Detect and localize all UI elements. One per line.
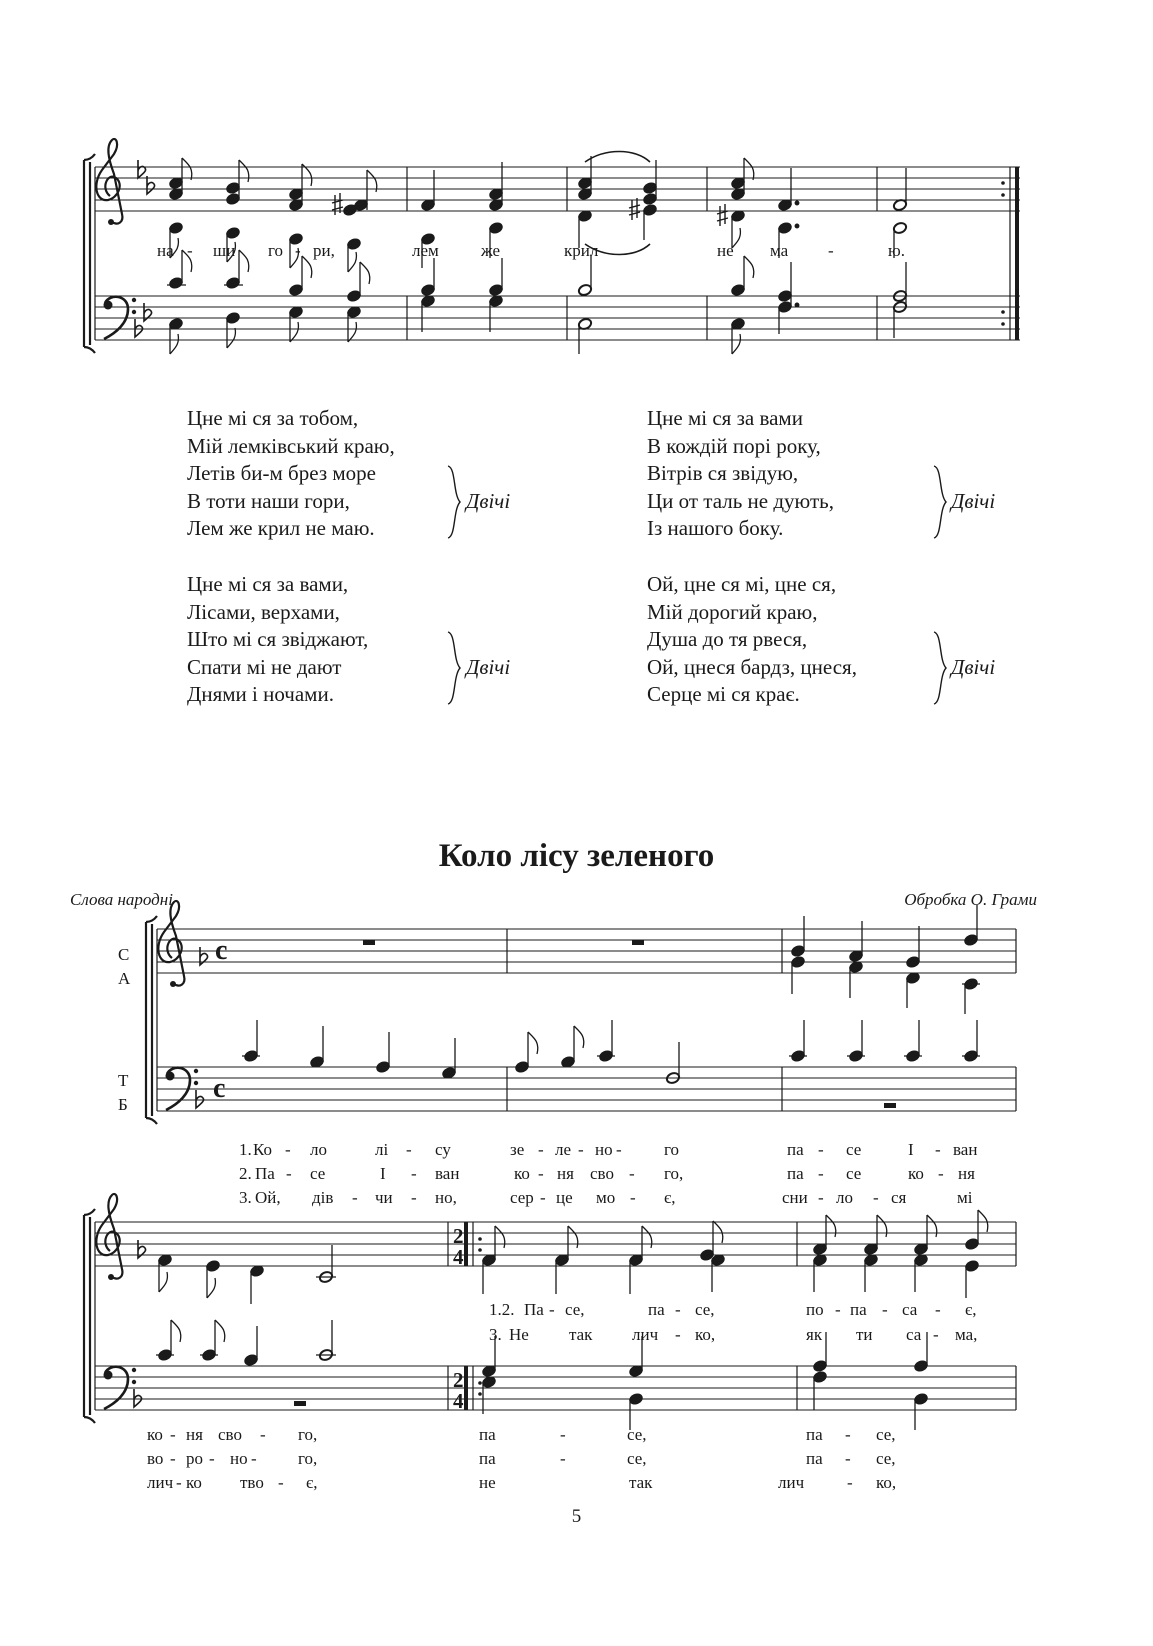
lyric-syllable: ня	[958, 1164, 975, 1183]
svg-text:c: c	[215, 935, 228, 966]
svg-text:2: 2	[453, 1368, 464, 1392]
lyric-syllable: по	[806, 1300, 824, 1319]
verse-line: Ой, цнеся бардз, цнеся,	[647, 654, 857, 679]
lyric-syllable: па	[479, 1449, 496, 1468]
lyric-syllable: но,	[435, 1188, 457, 1207]
lyric-syllable: ся	[891, 1188, 907, 1207]
repeat-mark: Двічі	[466, 489, 511, 513]
lyric-syllable: 1.2.	[489, 1300, 515, 1319]
repeat-mark: Двічі	[951, 489, 996, 513]
verse-line: Серце мі ся крає.	[647, 682, 800, 706]
lyric-syllable: -	[882, 1300, 888, 1319]
lyric-syllable: се	[846, 1164, 862, 1183]
lyric-syllable: се,	[627, 1425, 647, 1444]
voice-label-tenor: Т	[118, 1071, 129, 1090]
lyric-syllable: зе	[510, 1140, 525, 1159]
lyric-syllable: се,	[627, 1449, 647, 1468]
lyric-syllable: -	[176, 1473, 182, 1492]
lyric-syllable: -	[406, 1140, 412, 1159]
lyric-syllable: -	[845, 1449, 851, 1468]
svg-text:4: 4	[453, 1389, 464, 1413]
lyric-syllable: па	[787, 1164, 804, 1183]
arranger-credit: Обробка О. Грами	[904, 890, 1037, 909]
verse-line: Цне мі ся за вами,	[187, 572, 349, 596]
lyric-syllable: се	[846, 1140, 862, 1159]
lyric-syllable: су	[435, 1140, 451, 1159]
lyric-syllable: се	[310, 1164, 326, 1183]
lyric-syllable: ло	[836, 1188, 853, 1207]
lyric-syllable: 3.	[489, 1325, 502, 1344]
repeat-mark: Двічі	[951, 655, 996, 679]
verse-line: Лісами, верхами,	[187, 599, 340, 624]
lyric-syllable: так	[629, 1473, 653, 1492]
system-2-lyrics	[239, 1140, 977, 1207]
lyric-syllable: -	[630, 1188, 636, 1207]
verse-line: Із нашого боку.	[647, 516, 784, 540]
lyric-syllable: І	[380, 1164, 386, 1183]
verse-line: Цне мі ся за тобом,	[187, 406, 359, 430]
lyric-syllable: но	[230, 1449, 248, 1468]
lyric-syllable: -	[845, 1425, 851, 1444]
lyric-syllable: -	[675, 1325, 681, 1344]
lyric-syllable: го	[664, 1140, 680, 1159]
svg-text:2: 2	[453, 1224, 464, 1248]
lyric-syllable: тво	[240, 1473, 264, 1492]
lyric-syllable: -	[828, 241, 834, 260]
lyric-syllable: па	[479, 1425, 496, 1444]
lyric-syllable: ма,	[955, 1325, 978, 1344]
lyric-syllable: ня	[186, 1425, 203, 1444]
lyric-syllable: -	[538, 1140, 544, 1159]
lyric-syllable: ко	[908, 1164, 924, 1183]
verse-line: Летів би-м брез море	[187, 461, 376, 485]
verse-line: Што мі ся звіджают,	[187, 627, 369, 651]
repeat-brace	[932, 630, 950, 706]
lyric-syllable: -	[295, 241, 301, 260]
page-number: 5	[571, 1506, 582, 1527]
lyric-syllable: ро	[186, 1449, 203, 1468]
lyric-syllable: Не	[509, 1325, 529, 1344]
lyric-syllable: дів	[312, 1188, 334, 1207]
lyric-syllable: Ко	[253, 1140, 272, 1159]
lyric-syllable: є,	[664, 1188, 676, 1207]
verse-line: Душа до тя рвеся,	[647, 627, 808, 651]
lyric-syllable: на	[157, 241, 174, 260]
lyric-syllable: 3.	[239, 1188, 252, 1207]
verse-line: Ой, цне ся мі, цне ся,	[647, 572, 837, 596]
lyric-syllable: са	[906, 1325, 922, 1344]
lyric-syllable: -	[938, 1164, 944, 1183]
lyric-syllable: мі	[957, 1188, 973, 1207]
lyric-syllable: -	[278, 1473, 284, 1492]
lyric-syllable: но	[595, 1140, 613, 1159]
repeat-brace	[446, 630, 464, 706]
lyric-syllable: 2.	[239, 1164, 252, 1183]
repeat-mark: Двічі	[466, 655, 511, 679]
lyric-syllable: лич	[147, 1473, 174, 1492]
system-3-notes	[156, 1210, 988, 1430]
lyric-syllable: крил	[564, 241, 599, 260]
lyric-syllable: се,	[876, 1425, 896, 1444]
lyric-syllable: -	[818, 1188, 824, 1207]
verse-line: Лем же крил не маю.	[187, 516, 375, 540]
lyric-syllable: сни	[782, 1188, 808, 1207]
verse-line: Мій лемківський краю,	[187, 433, 395, 458]
voice-label-soprano: С	[118, 945, 130, 964]
lyric-syllable: -	[873, 1188, 879, 1207]
verse-block	[187, 571, 368, 709]
lyric-syllable: не	[479, 1473, 496, 1492]
lyric-syllable: -	[286, 1164, 292, 1183]
lyric-syllable: -	[411, 1164, 417, 1183]
verse-line: Днями і ночами.	[187, 682, 334, 706]
lyric-syllable: са	[902, 1300, 918, 1319]
lyric-syllable: -	[209, 1449, 215, 1468]
lyric-syllable: ко	[186, 1473, 202, 1492]
lyric-syllable: лич	[778, 1473, 805, 1492]
lyric-syllable: ти	[856, 1325, 873, 1344]
lyric-syllable: -	[260, 1425, 266, 1444]
lyric-syllable: -	[935, 1140, 941, 1159]
lyric-syllable: І	[908, 1140, 914, 1159]
verse-block	[647, 405, 834, 543]
svg-text:c: c	[213, 1073, 226, 1104]
lyric-syllable: -	[538, 1164, 544, 1183]
verse-line: В кождій порі року,	[647, 433, 821, 458]
lyric-syllable: па	[806, 1449, 823, 1468]
lyric-syllable: па	[850, 1300, 867, 1319]
svg-text:4: 4	[453, 1245, 464, 1269]
lyric-syllable: -	[560, 1425, 566, 1444]
lyric-syllable: ня	[557, 1164, 574, 1183]
lyric-syllable: ри,	[313, 241, 335, 260]
lyric-syllable: Ой,	[255, 1188, 281, 1207]
voice-label-alto: А	[118, 969, 131, 988]
lyric-syllable: -	[170, 1449, 176, 1468]
lyric-syllable: ван	[953, 1140, 978, 1159]
lyric-syllable: -	[578, 1140, 584, 1159]
lyric-syllable: ши	[213, 241, 236, 260]
lyric-syllable: -	[818, 1164, 824, 1183]
verse-line: Цне мі ся за вами	[647, 406, 803, 430]
lyric-syllable: мо	[596, 1188, 616, 1207]
lyric-syllable: сер	[510, 1188, 534, 1207]
lyric-syllable: -	[616, 1140, 622, 1159]
lyric-syllable: -	[933, 1325, 939, 1344]
lyric-syllable: -	[540, 1188, 546, 1207]
lyric-syllable: ю.	[888, 241, 905, 260]
lyric-syllable: чи	[375, 1188, 393, 1207]
lyric-syllable: -	[560, 1449, 566, 1468]
system-1-lyrics	[157, 241, 905, 260]
repeat-brace	[446, 464, 464, 540]
lyric-syllable: Па	[255, 1164, 275, 1183]
lyric-syllable: -	[818, 1140, 824, 1159]
lyric-syllable: лем	[412, 241, 439, 260]
lyric-syllable: па	[648, 1300, 665, 1319]
lyric-syllable: ко,	[695, 1325, 716, 1344]
lyric-syllable: 1.	[239, 1140, 252, 1159]
system-2-notes	[242, 905, 980, 1085]
lyric-syllable: -	[352, 1188, 358, 1207]
lyric-syllable: ко,	[876, 1473, 897, 1492]
lyric-syllable: не	[717, 241, 734, 260]
lyric-syllable: -	[170, 1425, 176, 1444]
lyric-syllable: це	[556, 1188, 573, 1207]
lyric-syllable: -	[935, 1300, 941, 1319]
verse-line: Мій дорогий краю,	[647, 599, 818, 624]
lyric-syllable: -	[675, 1300, 681, 1319]
lyric-syllable: се,	[695, 1300, 715, 1319]
lyric-syllable: ма	[770, 241, 789, 260]
lyric-syllable: ван	[435, 1164, 460, 1183]
words-credit: Слова народні	[70, 890, 173, 909]
lyric-syllable: -	[629, 1164, 635, 1183]
lyric-syllable: же	[481, 241, 501, 260]
lyric-syllable: па	[787, 1140, 804, 1159]
lyric-syllable: -	[187, 241, 193, 260]
lyric-syllable: ко	[147, 1425, 163, 1444]
lyric-syllable: -	[251, 1449, 257, 1468]
verse-line: Спати мі не дают	[187, 654, 342, 679]
voice-label-bass: Б	[118, 1095, 128, 1114]
lyric-syllable: лич	[632, 1325, 659, 1344]
lyric-syllable: сво	[590, 1164, 614, 1183]
lyric-syllable: го,	[664, 1164, 684, 1183]
lyric-syllable: лі	[375, 1140, 389, 1159]
lyric-syllable: го,	[298, 1425, 318, 1444]
song-title: Коло лісу зеленого	[438, 838, 715, 874]
lyric-syllable: -	[411, 1188, 417, 1207]
voice-labels	[118, 945, 131, 1114]
lyric-syllable: як	[806, 1325, 823, 1344]
lyric-syllable: го,	[298, 1449, 318, 1468]
lyric-syllable: ло	[310, 1140, 327, 1159]
lyric-syllable: се,	[565, 1300, 585, 1319]
lyric-syllable: так	[569, 1325, 593, 1344]
lyric-syllable: па	[806, 1425, 823, 1444]
lyric-syllable: є,	[306, 1473, 318, 1492]
verse-line: Вітрів ся звідую,	[647, 461, 799, 485]
lyric-syllable: є,	[965, 1300, 977, 1319]
lyric-syllable: сво	[218, 1425, 242, 1444]
lyric-syllable: во	[147, 1449, 164, 1468]
verse-line: В тоти наши гори,	[187, 488, 350, 513]
system-3-lyrics	[147, 1300, 977, 1492]
repeat-brace	[932, 464, 950, 540]
system-2-staves	[146, 901, 1016, 1124]
lyric-syllable: ко	[514, 1164, 530, 1183]
verse-block	[647, 571, 857, 709]
lyric-syllable: ле	[555, 1140, 572, 1159]
lyric-syllable: -	[847, 1473, 853, 1492]
lyric-syllable: -	[285, 1140, 291, 1159]
verse-line: Ци от таль не дують,	[647, 488, 834, 513]
verse-block	[187, 405, 395, 543]
lyric-syllable: Па	[524, 1300, 544, 1319]
lyric-syllable: се,	[876, 1449, 896, 1468]
lyric-syllable: го	[268, 241, 284, 260]
lyric-syllable: -	[835, 1300, 841, 1319]
lyric-syllable: -	[549, 1300, 555, 1319]
